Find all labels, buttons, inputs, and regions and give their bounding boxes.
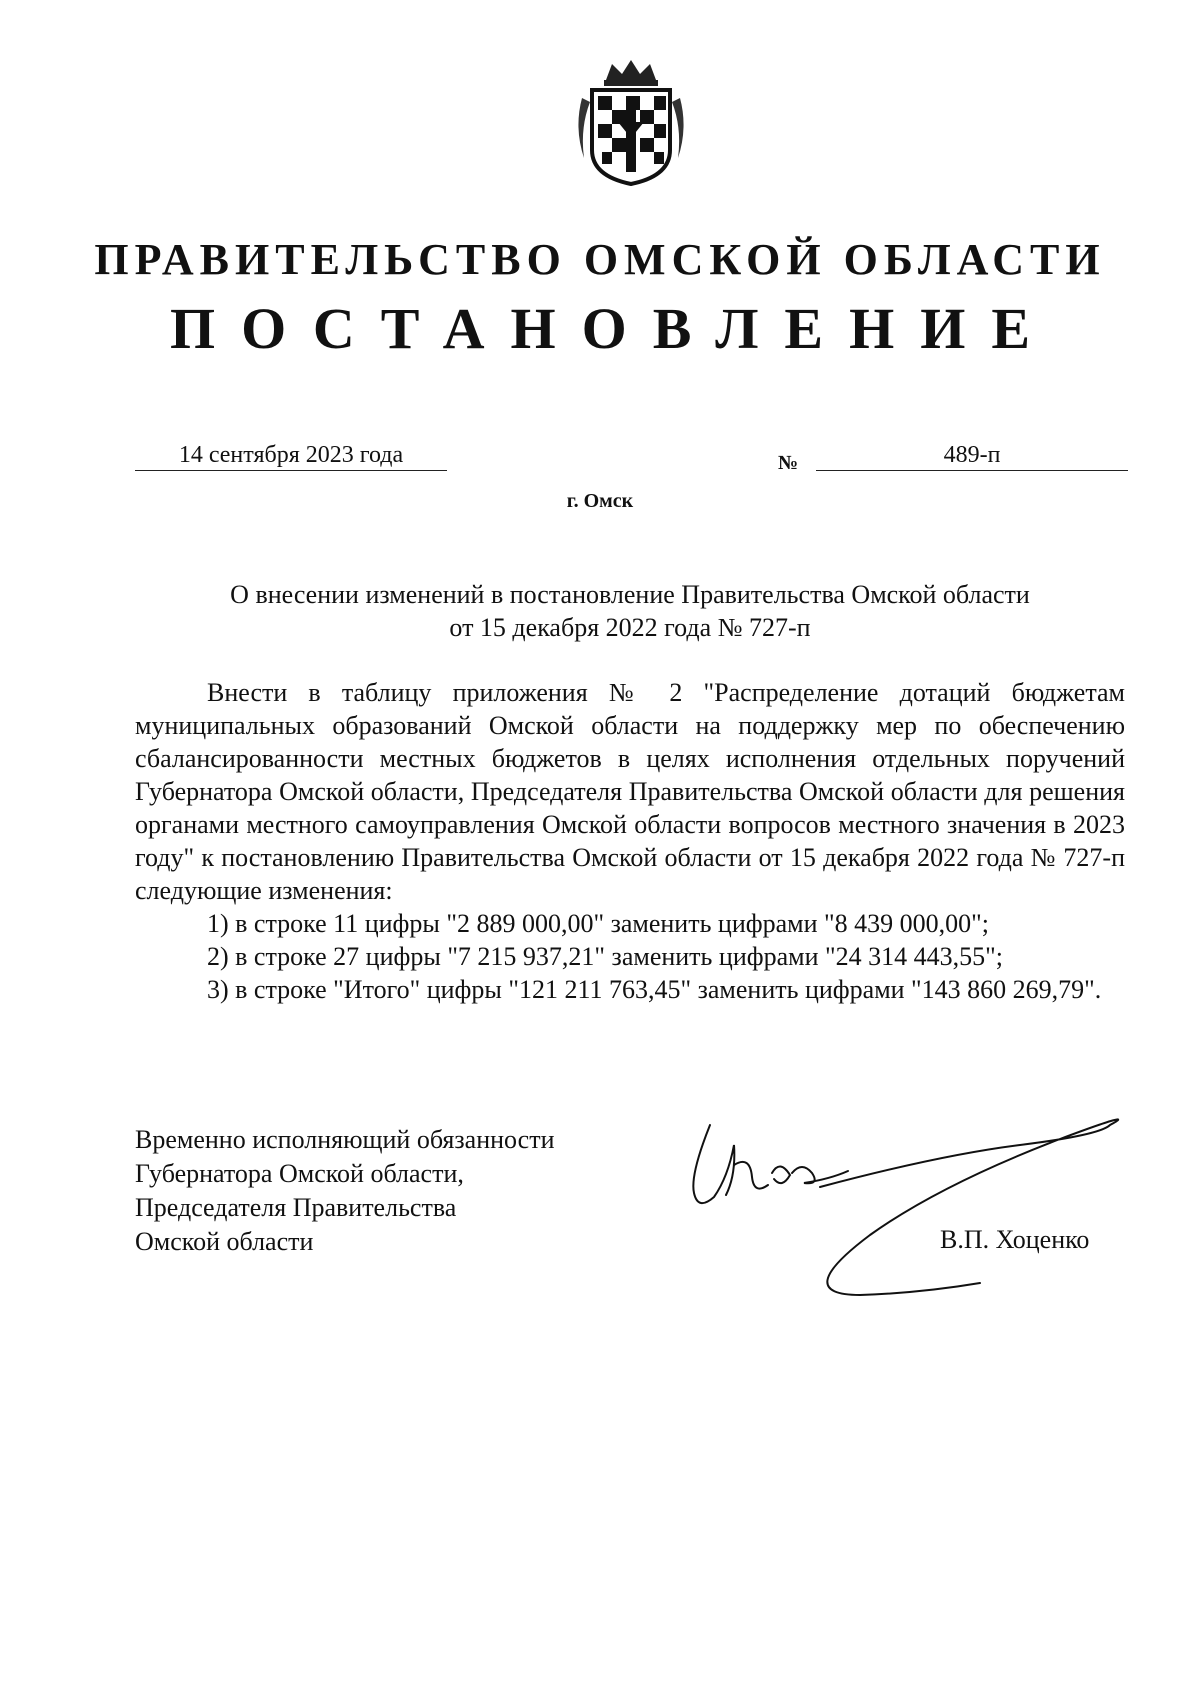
position-line-3: Председателя Правительства	[135, 1193, 457, 1222]
handwritten-signature-icon	[680, 1115, 1140, 1305]
document-date: 14 сентября 2023 года	[135, 440, 447, 471]
document-subject	[135, 578, 1125, 644]
position-line-2: Губернатора Омской области,	[135, 1159, 464, 1188]
body-item-3: 3) в строке "Итого" цифры "121 211 763,45" заменить цифрами "143 860 269,79".	[207, 975, 1102, 1004]
body-item-1: 1) в строке 11 цифры "2 889 000,00" заменить цифрами "8 439 000,00";	[207, 909, 989, 938]
number-label: №	[778, 452, 799, 474]
subject-line-2: от 15 декабря 2022 года № 727-п	[449, 613, 811, 642]
subject-line-1: О внесении изменений в постановление Правительства Омской области	[230, 580, 1030, 609]
document-type-title: ПОСТАНОВЛЕНИЕ	[169, 296, 1057, 361]
signatory-name: В.П. Хоценко	[940, 1225, 1090, 1254]
position-line-1: Временно исполняющий обязанности	[135, 1125, 555, 1154]
coat-of-arms-icon	[572, 58, 690, 186]
document-number: 489-п	[816, 440, 1128, 471]
body-intro-paragraph: Внести в таблицу приложения № 2 "Распределение дотаций бюджетам муниципальных образований Омской области на поддержку мер по обеспечению сбалансированности местных бюджетов в целях исполнения отдельных поручений Губернатора Омской области, Председателя Правительства Омской области для решения органами местного самоуправления Омской области вопросов местного значения в 2023 году" к постановлению Правительства Омской области от 15 декабря 2022 года № 727-п следующие изменения:	[135, 678, 1125, 905]
body-item-2: 2) в строке 27 цифры "7 215 937,21" заменить цифрами "24 314 443,55";	[207, 942, 1003, 971]
position-line-4: Омской области	[135, 1227, 314, 1256]
document-body	[135, 676, 1125, 1006]
government-title: ПРАВИТЕЛЬСТВО ОМСКОЙ ОБЛАСТИ	[94, 235, 1106, 284]
city-name: г. Омск	[566, 490, 634, 512]
signatory-position	[135, 1123, 555, 1259]
